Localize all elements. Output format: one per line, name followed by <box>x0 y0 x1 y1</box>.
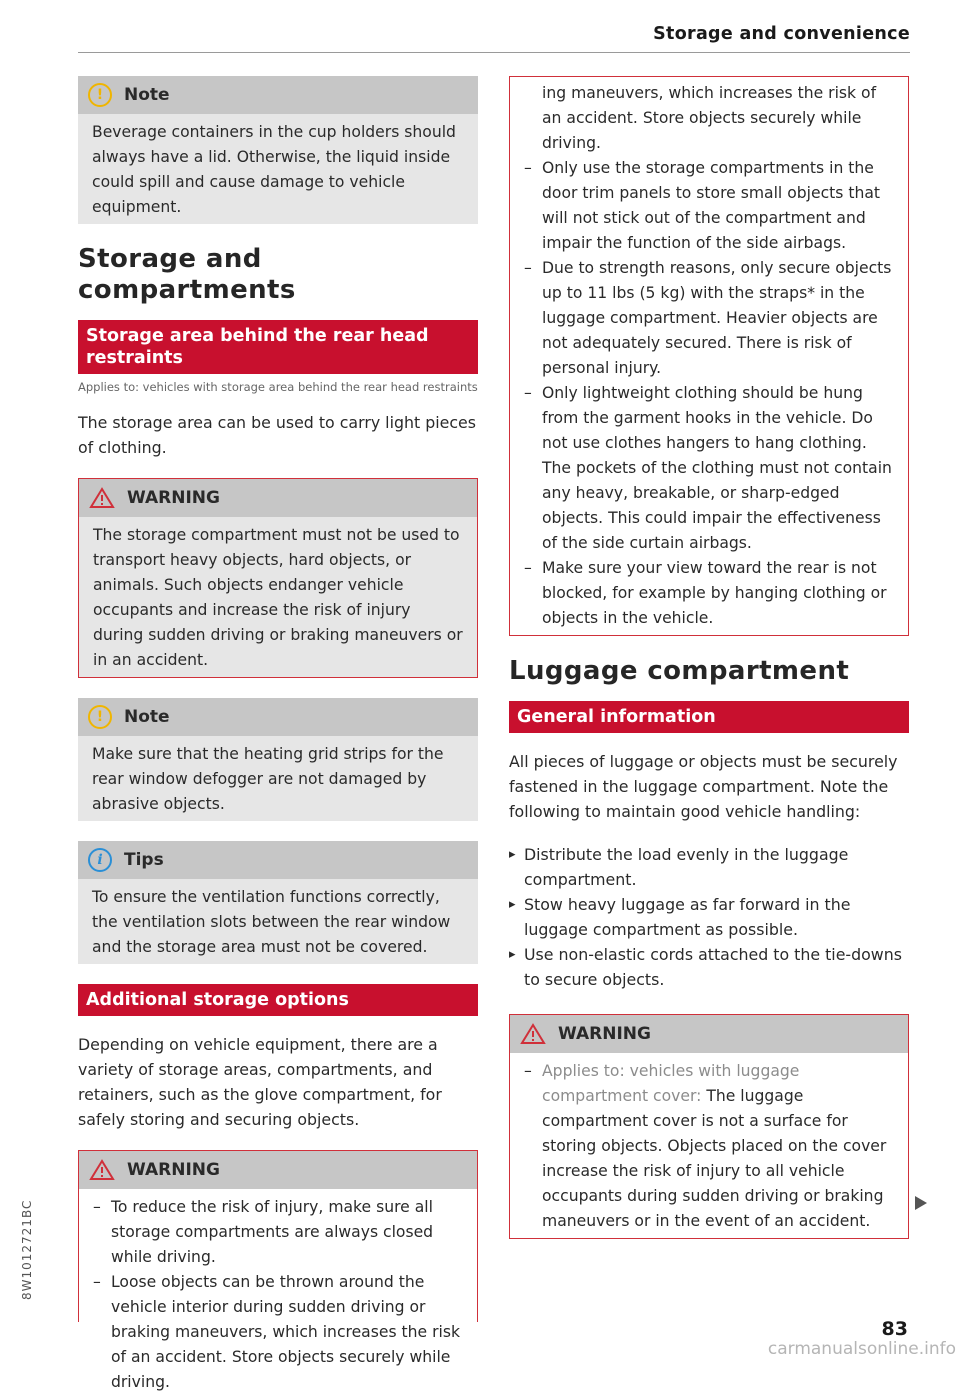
note-title: Note <box>124 85 170 105</box>
luggage-step: ▸ Stow heavy luggage as far forward in the luggage compartment as possible. <box>509 892 909 942</box>
note-text: Beverage containers in the cup holders should always have a lid. Otherwise, the liquid inside could spill and cause damage to vehicle equipment. <box>92 123 456 216</box>
heading-additional-storage: Additional storage options <box>78 984 478 1016</box>
note-body <box>78 736 478 821</box>
warning-box-heavy-objects <box>78 478 478 678</box>
applies-to-rear-head: Applies to: vehicles with storage area behind the rear head restraints <box>78 380 478 394</box>
warning-list <box>93 1195 463 1395</box>
note-box-defogger <box>78 698 478 821</box>
tips-text: To ensure the ventilation functions correctly, the ventilation slots between the rear window and the storage area must not be covered. <box>92 888 451 956</box>
warning-text: The storage compartment must not be used to transport heavy objects, hard objects, or animals. Such objects endanger vehicle occupants and increase the risk of injury during sudden driving or braking maneuvers or in an accident. <box>93 526 463 669</box>
warning-list-item: – To reduce the risk of injury, make sure all storage compartments are always closed while driving. <box>93 1195 463 1270</box>
warning-title: WARNING <box>558 1024 651 1044</box>
tips-header <box>78 841 478 879</box>
warning-list-item: – Only use the storage compartments in the door trim panels to store small objects that will not stick out of the compartment and impair the function of the side airbags. <box>524 156 894 256</box>
left-column <box>78 76 478 1391</box>
tips-title: Tips <box>124 850 164 870</box>
document-code: 8W1012721BC <box>20 1199 34 1300</box>
warning-box-storage-closed <box>78 1150 478 1391</box>
section-title-storage: Storage and compartments <box>78 244 296 305</box>
warning-header <box>79 479 477 517</box>
general-information-body: All pieces of luggage or objects must be securely fastened in the luggage compartment. Note the following to maintain good vehicle handling: <box>509 752 898 821</box>
luggage-step: ▸ Use non-elastic cords attached to the tie-downs to secure objects. <box>509 942 909 992</box>
warning-list-item: – Due to strength reasons, only secure objects up to 11 lbs (5 kg) with the straps* in the luggage compartment. Heavier objects are not adequately secured. There is risk of personal injury. <box>524 256 894 381</box>
warning-header <box>510 1015 908 1053</box>
warning-list-item: – Make sure your view toward the rear is not blocked, for example by hanging clothing or objects in the vehicle. <box>524 556 894 631</box>
heading-general-information: General information <box>509 701 909 733</box>
header-title: Storage and convenience <box>653 24 910 44</box>
page-number: 83 <box>881 1318 908 1340</box>
additional-storage-body: Depending on vehicle equipment, there are a variety of storage areas, compartments, and retainers, such as the glove compartment, for safely storing and securing objects. <box>78 1035 442 1129</box>
note-exclamation-icon: ! <box>88 83 112 107</box>
warning-text: The luggage compartment cover is not a surface for storing objects. Objects placed on the cover increase the risk of injury to all vehicle occupants during sudden driving or braking maneuvers or in the event of an accident. <box>542 1087 887 1230</box>
note-body <box>78 114 478 224</box>
note-header <box>78 698 478 736</box>
warning-title: WARNING <box>127 1160 220 1180</box>
rear-head-body: The storage area can be used to carry light pieces of clothing. <box>78 413 476 457</box>
note-exclamation-icon: ! <box>88 705 112 729</box>
warning-list-item: – Loose objects can be thrown around the vehicle interior during sudden driving or braking maneuvers, which increases the risk of an accident. Store objects securely while driving. <box>93 1270 463 1395</box>
warning-triangle-icon <box>89 487 115 509</box>
info-icon: i <box>88 848 112 872</box>
applies-to-label: Applies to: vehicles with luggage compartment cover: <box>542 1062 800 1105</box>
warning-box-continued <box>509 76 909 636</box>
warning-list <box>524 1059 894 1234</box>
continue-arrow-icon <box>915 1196 927 1210</box>
warning-triangle-icon <box>520 1023 546 1045</box>
right-column <box>509 76 909 1259</box>
warning-continued-list <box>524 156 894 631</box>
warning-body <box>510 1053 908 1238</box>
note-box-cup-holders <box>78 76 478 224</box>
tips-body <box>78 879 478 964</box>
warning-title: WARNING <box>127 488 220 508</box>
warning-body <box>79 1189 477 1399</box>
warning-triangle-icon <box>89 1159 115 1181</box>
warning-body-continued <box>510 77 908 635</box>
warning-list-item <box>524 1059 894 1234</box>
warning-header <box>79 1151 477 1189</box>
luggage-steps-list <box>509 842 909 992</box>
watermark: carmanualsonline.info <box>767 1339 956 1359</box>
luggage-step: ▸ Distribute the load evenly in the luggage compartment. <box>509 842 909 892</box>
warning-list-item: – Only lightweight clothing should be hung from the garment hooks in the vehicle. Do not use clothes hangers to hang clothing. The pockets of the clothing must not contain any heavy, breakable, or sharp-edged objects. This could impair the effectiveness of the side curtain airbags. <box>524 381 894 556</box>
note-text: Make sure that the heating grid strips for the rear window defogger are not damaged by abrasive objects. <box>92 745 444 813</box>
page-header <box>78 22 910 53</box>
section-title-luggage: Luggage compartment <box>509 656 850 686</box>
tips-box-ventilation <box>78 841 478 964</box>
note-title: Note <box>124 707 170 727</box>
heading-rear-head-restraints: Storage area behind the rear head restraints <box>78 320 478 374</box>
note-header <box>78 76 478 114</box>
warning-box-luggage-cover <box>509 1014 909 1239</box>
warning-body <box>79 517 477 677</box>
warning-continued-lead: ing maneuvers, which increases the risk of an accident. Store objects securely while driving. <box>542 84 877 152</box>
